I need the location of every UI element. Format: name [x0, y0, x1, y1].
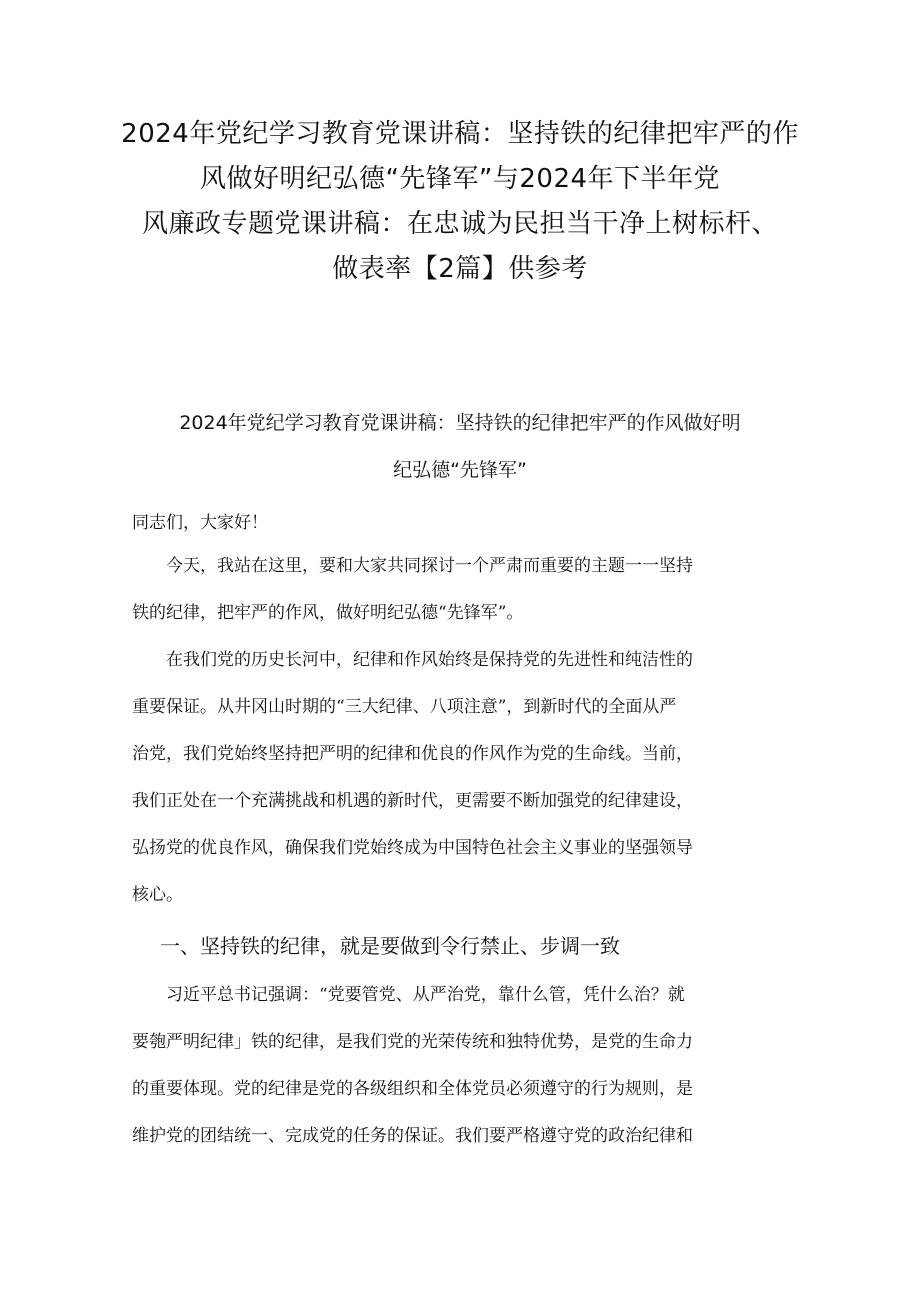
paragraph-line: 维护党的团结统一、完成党的任务的保证。我们要严格遵守党的政治纪律和 — [132, 1126, 693, 1146]
paragraph-line: 我们正处在一个充满挑战和机遇的新时代，更需要不断加强党的纪律建设， — [132, 791, 693, 811]
title-line: 风廉政专题党课讲稿：在忠诚为民担当干净上树标杆、 — [141, 209, 778, 239]
greeting-line: 同志们，大家好！ — [132, 513, 268, 533]
paragraph-history — [132, 637, 792, 919]
title-line: 风做好明纪弘德“先锋军”与2024年下半年党 — [199, 164, 721, 194]
article-title-line: 2024年党纪学习教育党课讲稿：坚持铁的纪律把牢严的作风做好明 — [179, 412, 741, 434]
section-heading: 一、坚持铁的纪律，就是要做到令行禁止、步调一致 — [160, 934, 620, 958]
paragraph-line: 治党，我们党始终坚持把严明的纪律和优良的作风作为党的生命线。当前， — [132, 744, 693, 764]
paragraph-line: 的重要体现。党的纪律是党的各级组织和全体党员必须遵守的行为规则，是 — [132, 1079, 693, 1099]
paragraph-line: 今天，我站在这里，要和大家共同探讨一个严肃而重要的主题一一坚持 — [166, 556, 693, 576]
paragraph-line: 要匏严明纪律」铁的纪律，是我们党的光荣传统和独特优势，是党的生命力 — [132, 1032, 693, 1052]
paragraph-line: 在我们党的历史长河中，纪律和作风始终是保持党的先进性和纯洁性的 — [166, 650, 693, 670]
title-line: 做表率【2篇】供参考 — [332, 254, 588, 284]
paragraph-intro — [132, 543, 792, 637]
greeting — [132, 500, 792, 547]
paragraph-discipline — [132, 972, 792, 1160]
title-line: 2024年党纪学习教育党课讲稿：坚持铁的纪律把牢严的作 — [121, 119, 799, 149]
paragraph-line: 重要保证。从井冈山时期的“三大纪律、八项注意”，到新时代的全面从严 — [132, 697, 677, 717]
paragraph-line: 铁的纪律，把牢严的作风，做好明纪弘德“先锋军”。 — [132, 603, 524, 623]
paragraph-line: 弘扬党的优良作风，确保我们党始终成为中国特色社会主义事业的坚强领导 — [132, 838, 693, 858]
article-title — [80, 400, 840, 494]
document-title — [60, 112, 860, 292]
article-title-line: 纪弘德“先锋军” — [393, 459, 527, 481]
paragraph-line: 核心。 — [132, 885, 183, 905]
paragraph-line: 习近平总书记强调：“党要管党、从严治党，靠什么管，凭什么治？就 — [166, 985, 685, 1005]
